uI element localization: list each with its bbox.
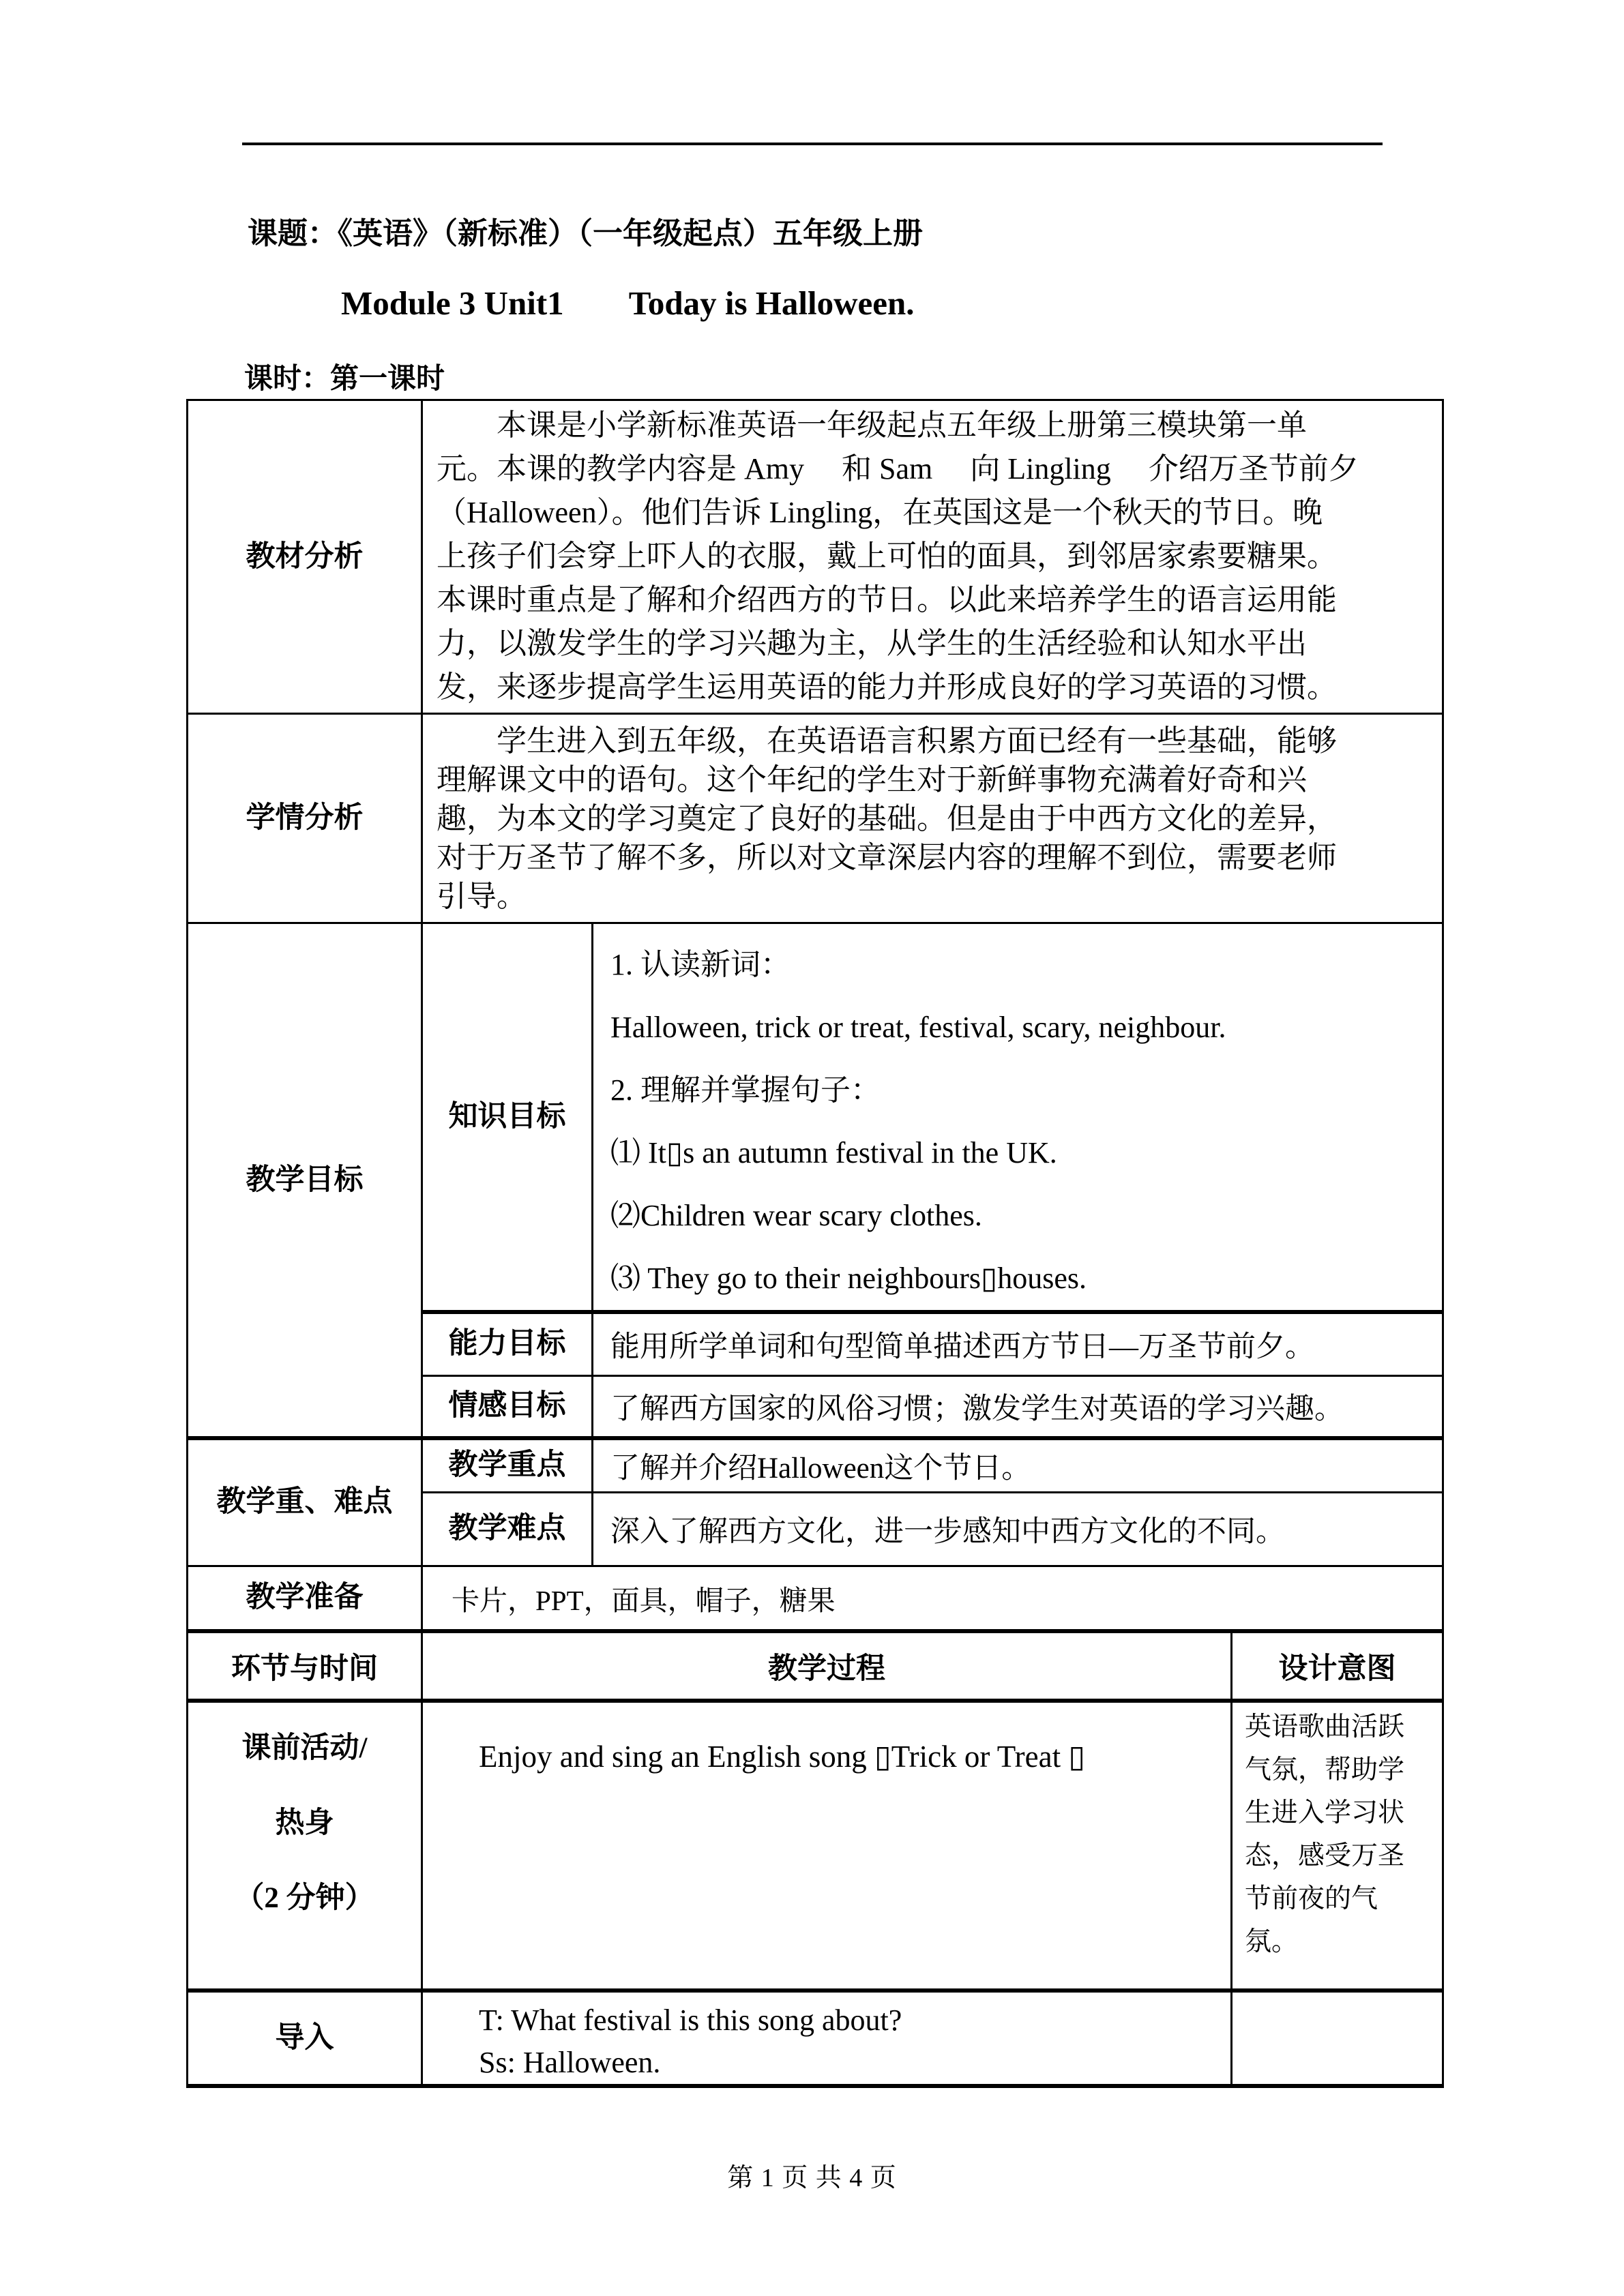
text-line: 本课是小学新标准英语一年级起点五年级上册第三模块第一单 xyxy=(437,408,1307,442)
teaching-goals-label: 教学目标 xyxy=(188,923,422,1439)
text-line: （2 分钟） xyxy=(235,1882,374,1914)
text-line: 生进入学习状 xyxy=(1245,1798,1405,1828)
text-line: 引导。 xyxy=(437,880,527,913)
text-line: 趣，为本文的学习奠定了良好的基础。但是由于中西方文化的差异， xyxy=(437,802,1337,835)
lesson-info: 课时：第一课时 xyxy=(244,363,445,395)
material-analysis-label: 教材分析 xyxy=(188,400,422,714)
table-row xyxy=(188,1701,1443,1991)
column-header-teaching-process: 教学过程 xyxy=(422,1631,1232,1701)
table-row xyxy=(188,1566,1443,1631)
text-line: 发，来逐步提高学生运用英语的能力并形成良好的学习英语的习惯。 xyxy=(437,670,1337,704)
text-line: 课前活动/ xyxy=(241,1732,368,1764)
warmup-label xyxy=(188,1701,422,1991)
lesson-plan-table xyxy=(186,399,1444,2088)
text-line: （Halloween）。他们告诉 Lingling，在英国这是一个秋天的节日。晚 xyxy=(437,496,1323,529)
material-analysis-content xyxy=(422,400,1443,714)
text-line: ⑴ It▯s an autumn festival in the UK. xyxy=(610,1136,1057,1169)
warmup-process-content: Enjoy and sing an English song ▯Trick or Treat ▯ xyxy=(422,1701,1232,1991)
module-title-right: Today is Halloween. xyxy=(628,284,915,322)
text-line: 英语歌曲活跃 xyxy=(1245,1712,1405,1742)
ability-goal-label: 能力目标 xyxy=(422,1312,593,1375)
table-row xyxy=(188,1438,1443,1492)
knowledge-goal-label: 知识目标 xyxy=(422,923,593,1313)
text-line: ⑵Children wear scary clothes. xyxy=(610,1199,982,1232)
key-difficult-label: 教学重、难点 xyxy=(188,1438,422,1566)
text-line: Halloween, trick or treat, festival, scary, neighbour. xyxy=(610,1011,1226,1044)
header-rule xyxy=(242,143,1383,145)
page-title: 课题：《英语》（新标准）（一年级起点）五年级上册 xyxy=(248,217,923,250)
text-line: 气氛，帮助学 xyxy=(1245,1755,1405,1785)
text-line: 元。本课的教学内容是 Amy 和 Sam 向 Lingling 介绍万圣节前夕 xyxy=(437,452,1359,486)
module-title-left: Module 3 Unit1 xyxy=(341,284,564,322)
table-row xyxy=(188,400,1443,714)
preparation-label: 教学准备 xyxy=(188,1566,422,1631)
emotion-goal-content: 了解西方国家的风俗习惯；激发学生对英语的学习兴趣。 xyxy=(593,1375,1443,1438)
table-row xyxy=(188,1631,1443,1701)
ability-goal-content: 能用所学单词和句型简单描述西方节日—万圣节前夕。 xyxy=(593,1312,1443,1375)
text-line: ⑶ They go to their neighbours▯houses. xyxy=(610,1262,1087,1295)
text-line: 上孩子们会穿上吓人的衣服，戴上可怕的面具，到邻居家索要糖果。 xyxy=(437,539,1337,573)
preparation-content: 卡片，PPT，面具，帽子，糖果 xyxy=(422,1566,1443,1631)
text-line: 对于万圣节了解不多，所以对文章深层内容的理解不到位，需要老师 xyxy=(437,841,1337,874)
text-line: 节前夜的气 xyxy=(1245,1884,1378,1913)
lead-in-label: 导入 xyxy=(188,1991,422,2086)
page-number-footer: 第 1 页 共 4 页 xyxy=(727,2164,897,2192)
key-point-content: 了解并介绍Halloween这个节日。 xyxy=(593,1438,1443,1492)
text-line: 态，感受万圣 xyxy=(1245,1841,1405,1870)
lead-in-content xyxy=(422,1991,1232,2086)
lead-in-design-intent-empty-cell xyxy=(1232,1991,1443,2086)
column-header-stage-time: 环节与时间 xyxy=(188,1631,422,1701)
text-line: Ss: Halloween. xyxy=(479,2046,661,2079)
table-row xyxy=(188,1991,1443,2086)
learner-analysis-content xyxy=(422,714,1443,923)
learner-analysis-label: 学情分析 xyxy=(188,714,422,923)
module-title xyxy=(341,284,915,323)
text-line: 本课时重点是了解和介绍西方的节日。以此来培养学生的语言运用能 xyxy=(437,583,1337,616)
emotion-goal-label: 情感目标 xyxy=(422,1375,593,1438)
text-line: 热身 xyxy=(275,1807,334,1839)
table-row xyxy=(188,923,1443,1313)
text-line: 氛。 xyxy=(1245,1927,1299,1956)
table-row xyxy=(188,714,1443,923)
text-line: T: What festival is this song about? xyxy=(479,2003,902,2037)
text-line: 理解课文中的语句。这个年纪的学生对于新鲜事物充满着好奇和兴 xyxy=(437,763,1307,796)
key-point-label: 教学重点 xyxy=(422,1438,593,1492)
column-header-design-intent: 设计意图 xyxy=(1232,1631,1443,1701)
text-line: 1. 认读新词： xyxy=(610,948,791,981)
difficult-point-label: 教学难点 xyxy=(422,1492,593,1566)
text-line: 学生进入到五年级，在英语语言积累方面已经有一些基础，能够 xyxy=(437,724,1337,758)
knowledge-goal-content xyxy=(593,923,1443,1313)
difficult-point-content: 深入了解西方文化，进一步感知中西方文化的不同。 xyxy=(593,1492,1443,1566)
text-line: 力，以激发学生的学习兴趣为主，从学生的生活经验和认知水平出 xyxy=(437,627,1307,660)
warmup-design-intent xyxy=(1232,1701,1443,1991)
text-line: 2. 理解并掌握句子： xyxy=(610,1073,881,1107)
